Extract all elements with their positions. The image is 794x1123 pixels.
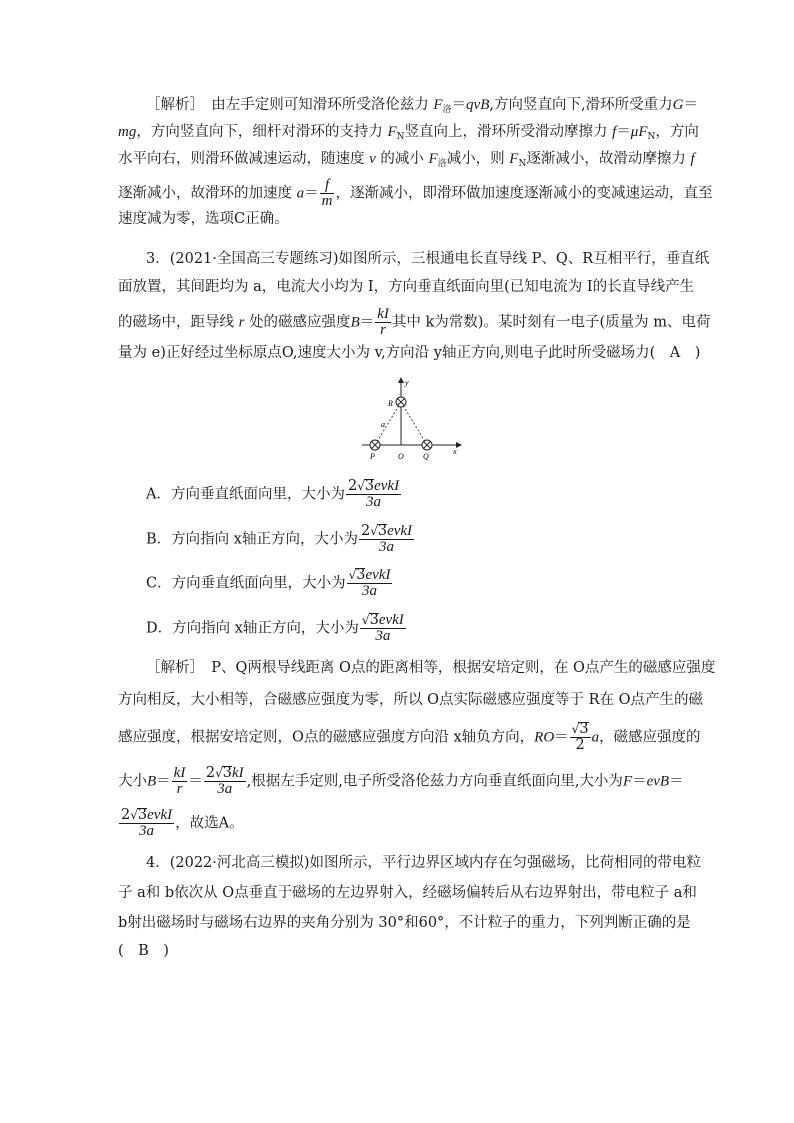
option-b[interactable]: B．方向指向 x轴正方向，大小为 $\frac{\text{2√3evkI}}{3a}$ xyxy=(146,523,413,555)
fraction-2sqrt3evkI-over-3a: $\frac{\text{2√3evkI}}{3a}$ xyxy=(121,807,173,839)
label-Q: Q xyxy=(423,452,429,461)
q4-line-2: 子 a和 b依次从 O点垂直于磁场的左边界射入，经磁场偏转后从右边界射出，带电粒子 a和 xyxy=(118,885,697,901)
x-arrow-icon xyxy=(456,442,462,448)
q4-line-4: ( B ) xyxy=(118,943,169,959)
p1-line-4: 逐渐减小，故滑环的加速度 a＝ $\frac{f}{m}$ ，逐渐减小，即滑环做加速度逐渐减小的变减速运动，直至 xyxy=(118,177,713,209)
q3-line-2: 面放置，其间距均为 a，电流大小均为 I，方向垂直纸面向里(已知电流为 I的长直导线产生 xyxy=(118,279,695,295)
label-R: R xyxy=(388,399,393,408)
label-x: x xyxy=(453,447,457,456)
p1-line-5: 速度减为零，选项C正确。 xyxy=(118,211,289,227)
label-O: O xyxy=(398,452,404,461)
coordinate-diagram xyxy=(352,375,468,463)
wire-R-icon xyxy=(396,397,406,407)
option-d[interactable]: D．方向指向 x轴正方向，大小为 $\frac{\text{√3evkI}}{3a}$ xyxy=(146,612,404,644)
side-PR xyxy=(375,402,401,445)
option-d-fraction: $\frac{\text{√3evkI}}{3a}$ xyxy=(361,612,404,644)
side-QR xyxy=(401,402,427,445)
wire-Q-icon xyxy=(422,440,432,450)
q4-line-1: 4．(2022·河北高三模拟)如图所示，平行边界区域内存在匀强磁场，比荷相同的带电粒 xyxy=(146,855,702,871)
fraction-f-over-m: $\frac{f}{m}$ xyxy=(321,177,333,209)
fraction-kI-over-r: $\frac{kI}{r}$ xyxy=(377,306,389,338)
p1-line-3: 水平向右，则滑环做减速运动，随速度 v 的减小 $F_洛$减小，则 $F_N$逐渐减小，故滑动摩擦力 f xyxy=(118,151,695,169)
q4-line-3: b射出磁场时与磁场右边界的夹角分别为 30°和60°，不计粒子的重力，下列判断正确的是 xyxy=(118,915,691,931)
q3-line-4: 量为 e)正好经过坐标原点O,速度大小为 v,方向沿 y轴正方向,则电子此时所受磁场力( A ) xyxy=(118,345,701,361)
p3-line-4: 大小B＝ $\frac{kI}{r}$ ＝ $\frac{2√3kI}{3a}$ ,根据左手定则,电子所受洛伦兹力方向垂直纸面向里,大小为F＝evB＝ xyxy=(118,765,684,797)
wire-P-icon xyxy=(370,440,380,450)
option-b-fraction: $\frac{\text{2√3evkI}}{3a}$ xyxy=(360,523,413,555)
label-P: P xyxy=(370,452,375,461)
y-arrow-icon xyxy=(398,377,404,383)
p3-line-3: 感应强度，根据安培定则，O点的磁感应强度方向沿 x轴负方向，RO＝ $\frac{√3}{2}$ a，磁感应强度的 xyxy=(118,721,701,753)
option-c[interactable]: C．方向垂直纸面向里，大小为 $\frac{\text{√3evkI}}{3a}$ xyxy=(146,567,391,599)
p1-line-2: mg，方向竖直向下，细杆对滑环的支持力 $F_N$竖直向上，滑环所受滑动摩擦力 $f=\mu F_N$，方向 xyxy=(118,124,699,142)
p1-line-1: ［解析］ 由左手定则可知滑环所受洛伦兹力 $F_洛=qvB$,方向竖直向下,滑环所受重力G＝ xyxy=(146,97,698,115)
option-a[interactable]: A．方向垂直纸面向里，大小为 $\frac{\text{2√3evkI}}{3a}$ xyxy=(146,478,400,510)
fraction-kI-over-r-2: $\frac{kI}{r}$ xyxy=(173,765,186,797)
option-c-fraction: $\frac{\text{√3evkI}}{3a}$ xyxy=(348,567,391,599)
q3-line-1: 3．(2021·全国高三专题练习)如图所示，三根通电长直导线 P、Q、R互相平行，垂直纸 xyxy=(146,251,710,267)
p3-line-5: $\frac{\text{2√3evkI}}{3a}$ ，故选A。 xyxy=(121,807,244,839)
p3-line-1: ［解析］ P、Q两根导线距离 O点的距离相等，根据安培定则，在 O点产生的磁感应强度 xyxy=(146,660,716,676)
label-y: y xyxy=(405,378,409,387)
label-a: a xyxy=(381,420,385,429)
option-a-fraction: $\frac{\text{2√3evkI}}{3a}$ xyxy=(347,478,400,510)
fraction-sqrt3-over-2: $\frac{√3}{2}$ xyxy=(571,721,589,753)
q3-line-3: 的磁场中，距导线 r 处的磁感应强度B＝ $\frac{kI}{r}$ 其中 k为常数)。某时刻有一电子(质量为 m、电荷 xyxy=(118,306,711,338)
fraction-2sqrt3kI-over-3a: $\frac{2√3kI}{3a}$ xyxy=(205,765,244,797)
p3-line-2: 方向相反，大小相等，合磁感应强度为零，所以 O点实际磁感应强度等于 R在 O点产生的磁 xyxy=(118,692,704,708)
